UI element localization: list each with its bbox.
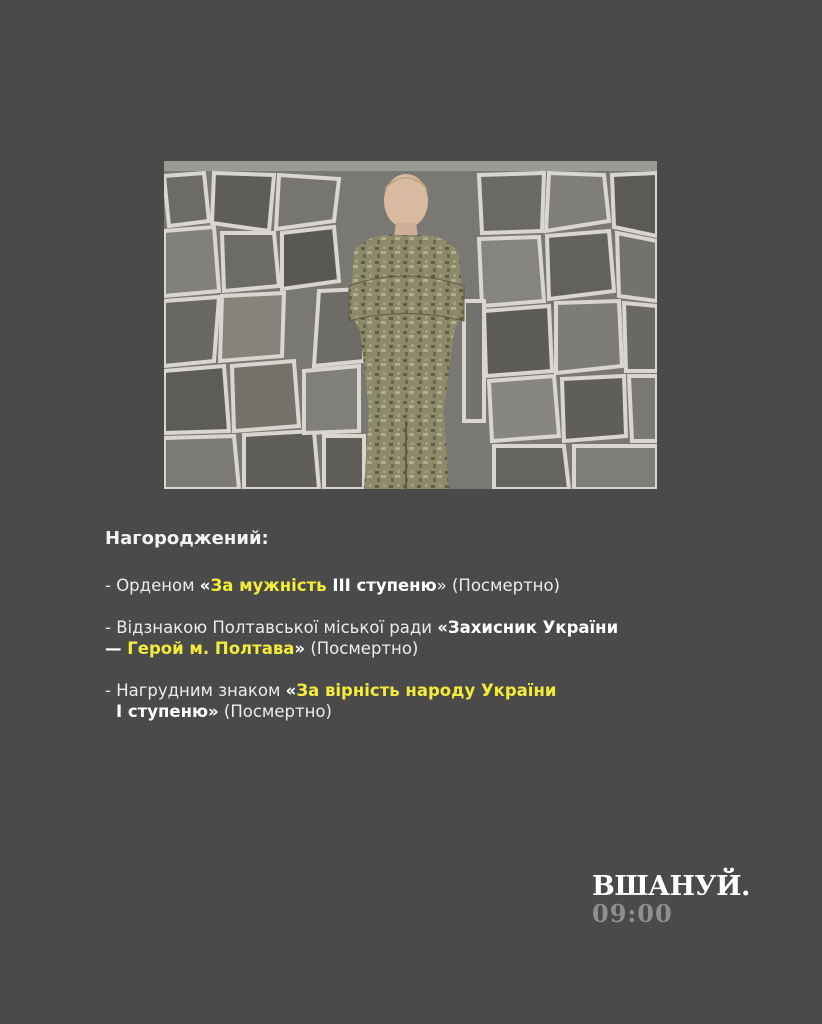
award-suffix: (Посмертно) (305, 639, 419, 658)
award-quote-open: « (199, 576, 211, 595)
award-bold-part: «Захисник України (437, 618, 619, 637)
award-dash: — (105, 639, 128, 658)
award-quote-open: « (285, 681, 297, 700)
awards-heading: Нагороджений: (105, 528, 269, 549)
award-bold-rest: І ступеню» (110, 702, 219, 721)
logo-word: ВШАНУЙ. (592, 871, 750, 902)
award-highlight: За вірність народу України (296, 681, 557, 700)
award-prefix: - Відзнакою Полтавської міської ради (105, 618, 438, 637)
award-bold-rest: III ступеню (326, 576, 437, 595)
awards-section (105, 528, 705, 743)
logo-time: 09:00 (592, 899, 673, 928)
soldier-portrait-icon (164, 161, 657, 489)
award-suffix: (Посмертно) (218, 702, 332, 721)
vshanuy-logo (592, 872, 772, 932)
award-item-loyalty (105, 680, 705, 722)
award-prefix: - Нагрудним знаком (105, 681, 286, 700)
award-quote-close: » (294, 639, 306, 658)
award-highlight: За мужність (210, 576, 327, 595)
award-item-defender (105, 617, 705, 659)
soldier-photo (164, 161, 657, 489)
award-prefix: - Орденом (105, 576, 200, 595)
award-highlight: Герой м. Полтава (127, 639, 295, 658)
award-suffix: (Посмертно) (446, 576, 560, 595)
award-quote-close: » (436, 576, 447, 595)
award-item-courage (105, 575, 705, 596)
